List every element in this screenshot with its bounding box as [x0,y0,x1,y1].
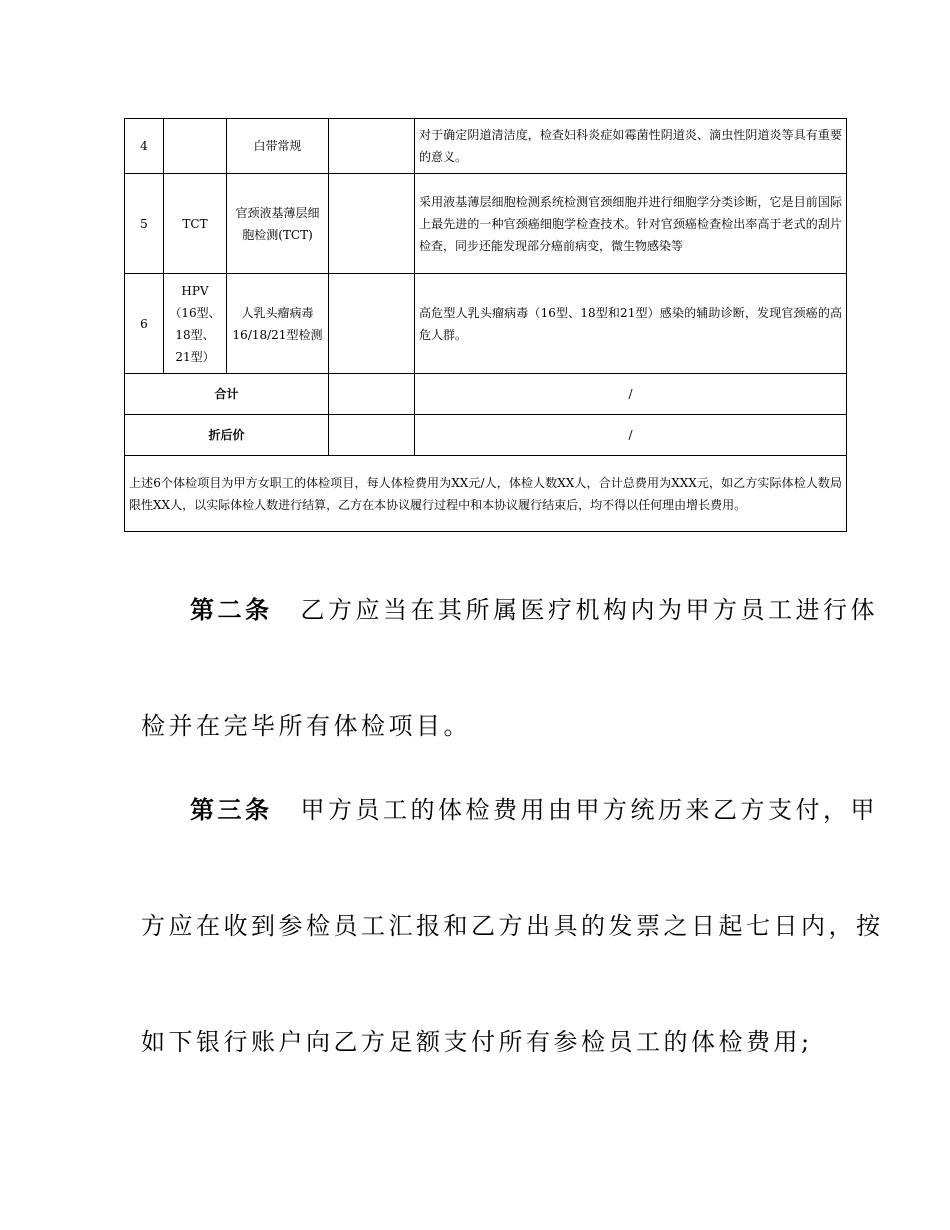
row-code [164,119,227,174]
article-3-line-3: 如下银行账户向乙方足额支付所有参检员工的体检费用; [141,1028,813,1056]
total-price [329,374,415,415]
article-2-text-1: 乙方应当在其所属医疗机构内为甲方员工进行体 [300,596,878,624]
row-item-name: 官颈液基薄层细胞检测(TCT) [227,174,329,274]
total-label: 合计 [125,374,329,415]
article-3-line-1 [190,790,878,825]
row-item-name: 人乳头瘤病毒16/18/21型检测 [227,274,329,374]
note-row [125,456,847,532]
table-note: 上述6个体检项目为甲方女职工的体检项目，每人体检费用为XX元/人，体检人数XX人，合计总费用为XXX元，如乙方实际体检人数局限性XX人，以实际体检人数进行结算，乙方在本协议履行过程中和本协议履行结束后，均不得以任何理由增长费用。 [125,456,847,532]
discount-price [329,415,415,456]
row-price [329,174,415,274]
row-item-name: 白带常规 [227,119,329,174]
article-2-line-2: 检并在完毕所有体检项目。 [141,712,471,740]
row-price [329,119,415,174]
article-3-line-2: 方应在收到参检员工汇报和乙方出具的发票之日起七日内，按 [141,912,884,940]
row-description: 采用液基薄层细胞检测系统检测官颈细胞并进行细胞学分类诊断，它是目前国际上最先进的一种官颈癌细胞学检查技术。针对官颈癌检查检出率高于老式的刮片检查，同步还能发现部分癌前病变，微生物感染等 [415,174,847,274]
row-number: 6 [125,274,164,374]
total-row [125,374,847,415]
article-2-line-1 [190,590,878,625]
table-row [125,174,847,274]
table-row [125,274,847,374]
total-value: / [415,374,847,415]
article-3-text-1: 甲方员工的体检费用由甲方统历来乙方支付，甲 [300,796,878,824]
table-row [125,119,847,174]
discount-label: 折后价 [125,415,329,456]
row-number: 5 [125,174,164,274]
exam-items-table [124,118,847,532]
row-price [329,274,415,374]
row-code: TCT [164,174,227,274]
discount-row [125,415,847,456]
row-description: 高危型人乳头瘤病毒（16型、18型和21型）感染的辅助诊断，发现官颈癌的高危人群。 [415,274,847,374]
row-description: 对于确定阴道清洁度，检查妇科炎症如霉菌性阴道炎、滴虫性阴道炎等具有重要的意义。 [415,119,847,174]
article-2-heading: 第二条 [190,595,273,624]
row-code: HPV（16型、18型、21型） [164,274,227,374]
article-3-heading: 第三条 [190,795,273,824]
row-number: 4 [125,119,164,174]
discount-value: / [415,415,847,456]
